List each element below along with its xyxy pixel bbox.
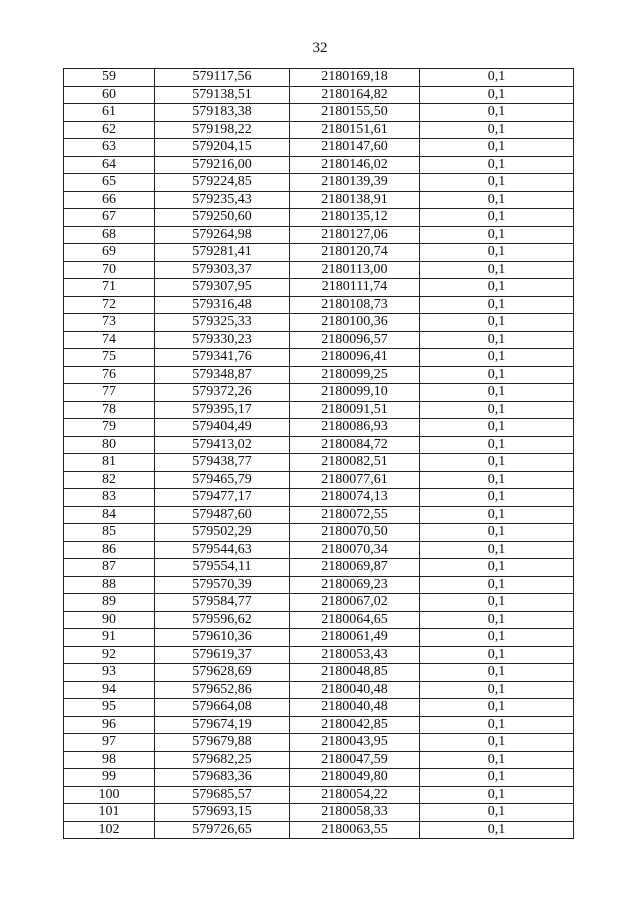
y-coordinate-cell: 2180146,02: [290, 156, 420, 174]
point-number-cell: 83: [64, 489, 155, 507]
x-coordinate-cell: 579330,23: [155, 331, 290, 349]
x-coordinate-cell: 579544,63: [155, 541, 290, 559]
point-number-cell: 80: [64, 436, 155, 454]
y-coordinate-cell: 2180164,82: [290, 86, 420, 104]
y-coordinate-cell: 2180067,02: [290, 594, 420, 612]
point-number-cell: 64: [64, 156, 155, 174]
point-number-cell: 95: [64, 699, 155, 717]
table-row: [64, 121, 574, 139]
table-row: [64, 786, 574, 804]
x-coordinate-cell: 579281,41: [155, 244, 290, 262]
x-coordinate-cell: 579652,86: [155, 681, 290, 699]
table-row: [64, 174, 574, 192]
y-coordinate-cell: 2180111,74: [290, 279, 420, 297]
table-row: [64, 69, 574, 87]
x-coordinate-cell: 579341,76: [155, 349, 290, 367]
y-coordinate-cell: 2180053,43: [290, 646, 420, 664]
x-coordinate-cell: 579235,43: [155, 191, 290, 209]
point-number-cell: 62: [64, 121, 155, 139]
table-row: [64, 716, 574, 734]
point-number-cell: 89: [64, 594, 155, 612]
table-row: [64, 734, 574, 752]
accuracy-cell: 0,1: [420, 401, 574, 419]
accuracy-cell: 0,1: [420, 646, 574, 664]
table-row: [64, 331, 574, 349]
table-row: [64, 804, 574, 822]
accuracy-cell: 0,1: [420, 366, 574, 384]
table-row: [64, 401, 574, 419]
y-coordinate-cell: 2180077,61: [290, 471, 420, 489]
table-row: [64, 524, 574, 542]
x-coordinate-cell: 579348,87: [155, 366, 290, 384]
x-coordinate-cell: 579674,19: [155, 716, 290, 734]
y-coordinate-cell: 2180048,85: [290, 664, 420, 682]
x-coordinate-cell: 579465,79: [155, 471, 290, 489]
x-coordinate-cell: 579316,48: [155, 296, 290, 314]
x-coordinate-cell: 579679,88: [155, 734, 290, 752]
y-coordinate-cell: 2180091,51: [290, 401, 420, 419]
table-row: [64, 139, 574, 157]
accuracy-cell: 0,1: [420, 296, 574, 314]
accuracy-cell: 0,1: [420, 86, 574, 104]
x-coordinate-cell: 579204,15: [155, 139, 290, 157]
accuracy-cell: 0,1: [420, 331, 574, 349]
x-coordinate-cell: 579264,98: [155, 226, 290, 244]
point-number-cell: 69: [64, 244, 155, 262]
x-coordinate-cell: 579584,77: [155, 594, 290, 612]
y-coordinate-cell: 2180049,80: [290, 769, 420, 787]
accuracy-cell: 0,1: [420, 454, 574, 472]
point-number-cell: 61: [64, 104, 155, 122]
accuracy-cell: 0,1: [420, 139, 574, 157]
accuracy-cell: 0,1: [420, 314, 574, 332]
x-coordinate-cell: 579438,77: [155, 454, 290, 472]
table-row: [64, 454, 574, 472]
table-row: [64, 769, 574, 787]
x-coordinate-cell: 579502,29: [155, 524, 290, 542]
table-row: [64, 261, 574, 279]
y-coordinate-cell: 2180043,95: [290, 734, 420, 752]
table-row: [64, 191, 574, 209]
point-number-cell: 65: [64, 174, 155, 192]
point-number-cell: 73: [64, 314, 155, 332]
point-number-cell: 90: [64, 611, 155, 629]
page-number: 32: [312, 40, 328, 56]
table-row: [64, 314, 574, 332]
point-number-cell: 87: [64, 559, 155, 577]
table-row: [64, 104, 574, 122]
y-coordinate-cell: 2180155,50: [290, 104, 420, 122]
y-coordinate-cell: 2180108,73: [290, 296, 420, 314]
y-coordinate-cell: 2180147,60: [290, 139, 420, 157]
x-coordinate-cell: 579307,95: [155, 279, 290, 297]
accuracy-cell: 0,1: [420, 506, 574, 524]
point-number-cell: 85: [64, 524, 155, 542]
y-coordinate-cell: 2180151,61: [290, 121, 420, 139]
point-number-cell: 86: [64, 541, 155, 559]
x-coordinate-cell: 579117,56: [155, 69, 290, 87]
point-number-cell: 97: [64, 734, 155, 752]
point-number-cell: 76: [64, 366, 155, 384]
point-number-cell: 63: [64, 139, 155, 157]
accuracy-cell: 0,1: [420, 419, 574, 437]
table-row: [64, 576, 574, 594]
y-coordinate-cell: 2180169,18: [290, 69, 420, 87]
y-coordinate-cell: 2180074,13: [290, 489, 420, 507]
accuracy-cell: 0,1: [420, 594, 574, 612]
accuracy-cell: 0,1: [420, 821, 574, 839]
point-number-cell: 66: [64, 191, 155, 209]
y-coordinate-cell: 2180100,36: [290, 314, 420, 332]
table-row: [64, 699, 574, 717]
y-coordinate-cell: 2180139,39: [290, 174, 420, 192]
accuracy-cell: 0,1: [420, 611, 574, 629]
y-coordinate-cell: 2180061,49: [290, 629, 420, 647]
point-number-cell: 91: [64, 629, 155, 647]
table-row: [64, 821, 574, 839]
point-number-cell: 72: [64, 296, 155, 314]
x-coordinate-cell: 579683,36: [155, 769, 290, 787]
coordinates-table-body: [64, 69, 574, 839]
table-row: [64, 226, 574, 244]
x-coordinate-cell: 579183,38: [155, 104, 290, 122]
x-coordinate-cell: 579487,60: [155, 506, 290, 524]
table-row: [64, 646, 574, 664]
x-coordinate-cell: 579404,49: [155, 419, 290, 437]
table-row: [64, 279, 574, 297]
accuracy-cell: 0,1: [420, 261, 574, 279]
y-coordinate-cell: 2180047,59: [290, 751, 420, 769]
accuracy-cell: 0,1: [420, 244, 574, 262]
table-row: [64, 471, 574, 489]
x-coordinate-cell: 579554,11: [155, 559, 290, 577]
x-coordinate-cell: 579682,25: [155, 751, 290, 769]
table-row: [64, 244, 574, 262]
table-row: [64, 349, 574, 367]
table-row: [64, 559, 574, 577]
table-row: [64, 681, 574, 699]
point-number-cell: 88: [64, 576, 155, 594]
table-row: [64, 419, 574, 437]
y-coordinate-cell: 2180096,41: [290, 349, 420, 367]
accuracy-cell: 0,1: [420, 681, 574, 699]
y-coordinate-cell: 2180070,34: [290, 541, 420, 559]
point-number-cell: 98: [64, 751, 155, 769]
point-number-cell: 94: [64, 681, 155, 699]
x-coordinate-cell: 579198,22: [155, 121, 290, 139]
y-coordinate-cell: 2180096,57: [290, 331, 420, 349]
point-number-cell: 102: [64, 821, 155, 839]
point-number-cell: 81: [64, 454, 155, 472]
x-coordinate-cell: 579413,02: [155, 436, 290, 454]
accuracy-cell: 0,1: [420, 436, 574, 454]
y-coordinate-cell: 2180138,91: [290, 191, 420, 209]
table-row: [64, 751, 574, 769]
point-number-cell: 100: [64, 786, 155, 804]
point-number-cell: 82: [64, 471, 155, 489]
x-coordinate-cell: 579372,26: [155, 384, 290, 402]
accuracy-cell: 0,1: [420, 104, 574, 122]
table-row: [64, 209, 574, 227]
accuracy-cell: 0,1: [420, 524, 574, 542]
accuracy-cell: 0,1: [420, 191, 574, 209]
y-coordinate-cell: 2180127,06: [290, 226, 420, 244]
table-row: [64, 611, 574, 629]
point-number-cell: 84: [64, 506, 155, 524]
y-coordinate-cell: 2180135,12: [290, 209, 420, 227]
accuracy-cell: 0,1: [420, 804, 574, 822]
table-row: [64, 384, 574, 402]
accuracy-cell: 0,1: [420, 69, 574, 87]
point-number-cell: 93: [64, 664, 155, 682]
point-number-cell: 92: [64, 646, 155, 664]
y-coordinate-cell: 2180069,87: [290, 559, 420, 577]
point-number-cell: 71: [64, 279, 155, 297]
x-coordinate-cell: 579216,00: [155, 156, 290, 174]
x-coordinate-cell: 579325,33: [155, 314, 290, 332]
accuracy-cell: 0,1: [420, 559, 574, 577]
y-coordinate-cell: 2180042,85: [290, 716, 420, 734]
table-row: [64, 506, 574, 524]
accuracy-cell: 0,1: [420, 209, 574, 227]
y-coordinate-cell: 2180063,55: [290, 821, 420, 839]
y-coordinate-cell: 2180040,48: [290, 699, 420, 717]
accuracy-cell: 0,1: [420, 699, 574, 717]
point-number-cell: 70: [64, 261, 155, 279]
point-number-cell: 60: [64, 86, 155, 104]
x-coordinate-cell: 579303,37: [155, 261, 290, 279]
accuracy-cell: 0,1: [420, 121, 574, 139]
accuracy-cell: 0,1: [420, 279, 574, 297]
x-coordinate-cell: 579596,62: [155, 611, 290, 629]
table-row: [64, 541, 574, 559]
x-coordinate-cell: 579628,69: [155, 664, 290, 682]
table-row: [64, 86, 574, 104]
accuracy-cell: 0,1: [420, 716, 574, 734]
accuracy-cell: 0,1: [420, 769, 574, 787]
table-row: [64, 629, 574, 647]
x-coordinate-cell: 579224,85: [155, 174, 290, 192]
y-coordinate-cell: 2180064,65: [290, 611, 420, 629]
table-row: [64, 436, 574, 454]
x-coordinate-cell: 579693,15: [155, 804, 290, 822]
accuracy-cell: 0,1: [420, 734, 574, 752]
x-coordinate-cell: 579664,08: [155, 699, 290, 717]
y-coordinate-cell: 2180120,74: [290, 244, 420, 262]
table-row: [64, 366, 574, 384]
table-row: [64, 594, 574, 612]
y-coordinate-cell: 2180054,22: [290, 786, 420, 804]
accuracy-cell: 0,1: [420, 349, 574, 367]
accuracy-cell: 0,1: [420, 576, 574, 594]
point-number-cell: 78: [64, 401, 155, 419]
y-coordinate-cell: 2180058,33: [290, 804, 420, 822]
coordinates-table: [63, 68, 574, 839]
point-number-cell: 74: [64, 331, 155, 349]
accuracy-cell: 0,1: [420, 471, 574, 489]
x-coordinate-cell: 579619,37: [155, 646, 290, 664]
point-number-cell: 96: [64, 716, 155, 734]
y-coordinate-cell: 2180086,93: [290, 419, 420, 437]
accuracy-cell: 0,1: [420, 664, 574, 682]
y-coordinate-cell: 2180082,51: [290, 454, 420, 472]
point-number-cell: 79: [64, 419, 155, 437]
x-coordinate-cell: 579685,57: [155, 786, 290, 804]
table-row: [64, 489, 574, 507]
table-row: [64, 156, 574, 174]
x-coordinate-cell: 579138,51: [155, 86, 290, 104]
accuracy-cell: 0,1: [420, 751, 574, 769]
point-number-cell: 99: [64, 769, 155, 787]
x-coordinate-cell: 579570,39: [155, 576, 290, 594]
point-number-cell: 101: [64, 804, 155, 822]
x-coordinate-cell: 579477,17: [155, 489, 290, 507]
y-coordinate-cell: 2180040,48: [290, 681, 420, 699]
point-number-cell: 75: [64, 349, 155, 367]
accuracy-cell: 0,1: [420, 156, 574, 174]
point-number-cell: 77: [64, 384, 155, 402]
x-coordinate-cell: 579395,17: [155, 401, 290, 419]
accuracy-cell: 0,1: [420, 786, 574, 804]
point-number-cell: 67: [64, 209, 155, 227]
point-number-cell: 68: [64, 226, 155, 244]
y-coordinate-cell: 2180099,25: [290, 366, 420, 384]
accuracy-cell: 0,1: [420, 226, 574, 244]
x-coordinate-cell: 579250,60: [155, 209, 290, 227]
y-coordinate-cell: 2180084,72: [290, 436, 420, 454]
y-coordinate-cell: 2180072,55: [290, 506, 420, 524]
point-number-cell: 59: [64, 69, 155, 87]
accuracy-cell: 0,1: [420, 541, 574, 559]
accuracy-cell: 0,1: [420, 489, 574, 507]
y-coordinate-cell: 2180069,23: [290, 576, 420, 594]
accuracy-cell: 0,1: [420, 174, 574, 192]
x-coordinate-cell: 579610,36: [155, 629, 290, 647]
y-coordinate-cell: 2180113,00: [290, 261, 420, 279]
table-row: [64, 664, 574, 682]
accuracy-cell: 0,1: [420, 629, 574, 647]
table-row: [64, 296, 574, 314]
y-coordinate-cell: 2180099,10: [290, 384, 420, 402]
y-coordinate-cell: 2180070,50: [290, 524, 420, 542]
accuracy-cell: 0,1: [420, 384, 574, 402]
x-coordinate-cell: 579726,65: [155, 821, 290, 839]
